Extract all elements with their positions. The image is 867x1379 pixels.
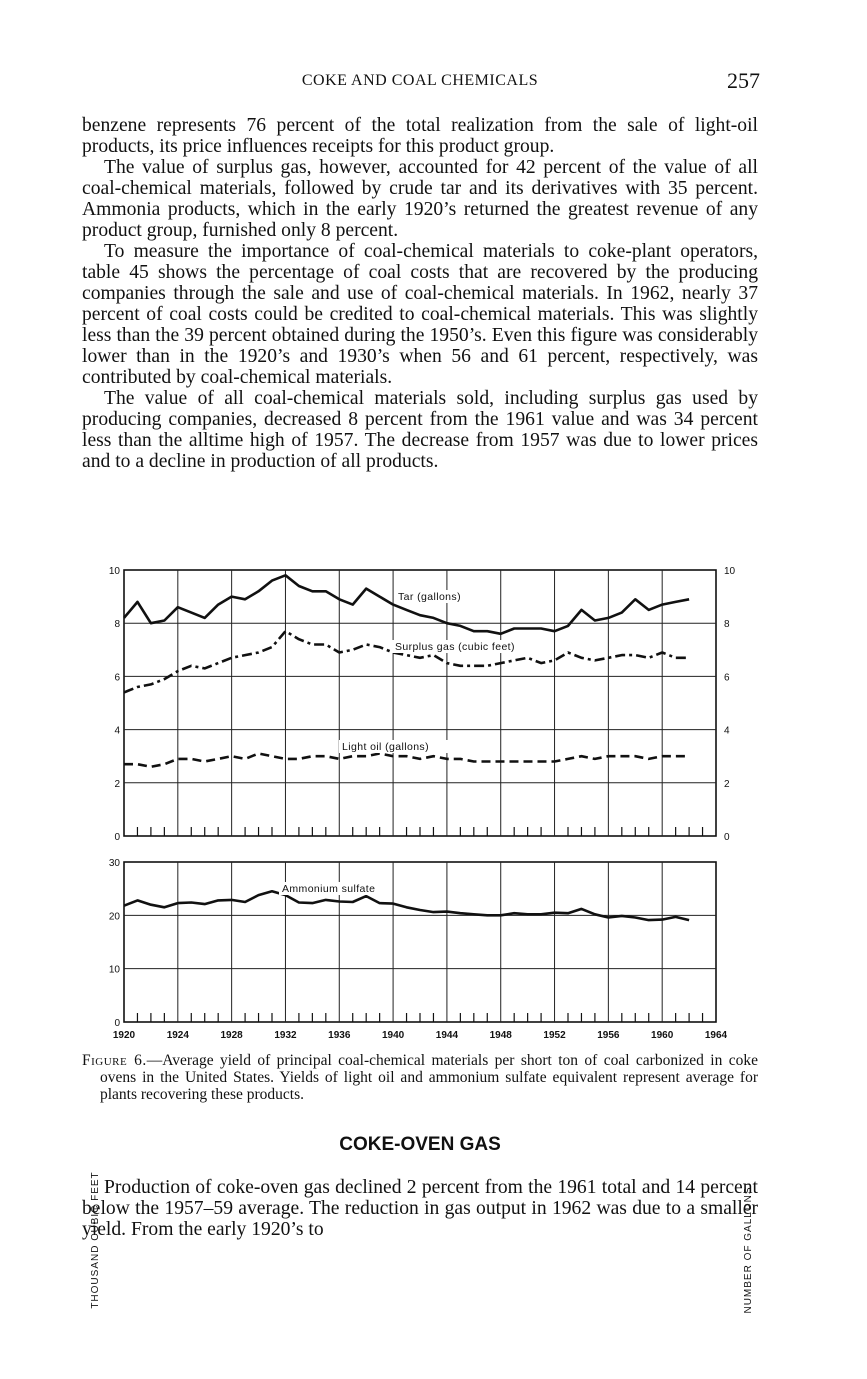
paragraph: The value of surplus gas, however, accounted for 42 percent of the value of all coal-chemical materials, followed by crude tar and its derivatives with 35 percent. Ammonia products, which in the early 1920’s returned the greatest revenue of any product group, furnished only 8 percent. [82,157,758,241]
page-number: 257 [727,68,760,93]
x-tick-label: 1932 [274,1030,297,1041]
series-line [124,754,689,767]
y-tick-label: 6 [114,672,120,684]
paragraph: benzene represents 76 percent of the total realization from the sale of light-oil products, its price influences receipts for this product group. [82,115,758,157]
running-head [80,68,760,94]
plot-frame [124,862,716,1022]
y-tick-label: 2 [114,778,120,790]
y-tick-label: 30 [108,858,120,869]
y-tick-label: 0 [114,1018,120,1029]
x-tick-label: 1952 [543,1030,566,1041]
x-tick-label: 1956 [597,1030,620,1041]
x-tick-label: 1948 [489,1030,512,1041]
x-tick-label: 1940 [381,1030,405,1041]
x-tick-label: 1928 [220,1030,243,1041]
x-tick-label: 1960 [651,1030,674,1041]
x-tick-label: 1920 [112,1030,136,1041]
paragraph: Production of coke-oven gas declined 2 percent from the 1961 total and 14 percent below the 1957–59 average. The reduction in gas output in 1962 was due to a smaller yield. From the early 1920’s to [82,1177,758,1240]
caption-text: —Average yield of principal coal-chemical materials per short ton of coal carbonized in coke ovens in the United States. Yields of light oil and ammonium sulfate equivalent represent average for plants recovering these products. [100,1052,758,1103]
y-tick-label: 10 [108,964,120,976]
x-tick-label: 1964 [704,1030,728,1041]
series-label: Tar (gallons) [398,591,461,603]
series-label: Light oil (gallons) [342,741,429,753]
y-tick-label: 10 [108,566,120,577]
y-tick-label-right: 6 [724,672,730,684]
figure-caption [82,1052,758,1103]
running-title: COKE AND COAL CHEMICALS [301,72,539,89]
y-tick-label: 8 [114,619,120,631]
series-line [124,575,689,634]
right-axis-label: NUMBER OF GALLONS [743,1186,754,1314]
left-axis-label: THOUSAND CUBIC FEET [90,1171,101,1309]
y-tick-label: 20 [108,911,120,923]
section-heading: COKE-OVEN GAS [339,1134,501,1155]
lower-chart-panel [90,858,728,1379]
body-text-bottom [82,1177,758,1240]
series-label: Ammonium sulfate [282,883,376,895]
y-tick-label-right: 8 [724,619,730,631]
y-tick-label: 4 [114,725,120,737]
y-tick-label-right: 0 [724,832,730,843]
x-tick-label: 1944 [435,1030,459,1041]
y-tick-label-right: 4 [724,725,730,737]
y-tick-label: 0 [114,832,120,843]
y-tick-label-right: 10 [724,566,736,577]
body-text-top [82,115,758,472]
series-label: Surplus gas (cubic feet) [395,641,515,653]
paragraph: To measure the importance of coal-chemical materials to coke-plant operators, table 45 shows the percentage of coal costs that are recovered by the producing companies through the sale and use of coal-chemical materials. In 1962, nearly 37 percent of coal costs could be credited to coal-chemical materials. This was slightly less than the 39 percent obtained during the 1950’s. Even this figure was considerably lower than in the 1920’s and 1930’s when 56 and 61 percent, respectively, was contributed by coal-chemical materials. [82,241,758,388]
paragraph: The value of all coal-chemical materials sold, including surplus gas used by producing companies, decreased 8 percent from the 1961 value and was 34 percent less than the alltime high of 1957. The decrease from 1957 was due to lower prices and to a decline in production of all products. [82,388,758,472]
figure-label: Figure 6. [82,1052,147,1069]
x-tick-label: 1924 [166,1030,189,1041]
x-tick-label: 1936 [328,1030,351,1041]
y-tick-label-right: 2 [724,778,730,790]
